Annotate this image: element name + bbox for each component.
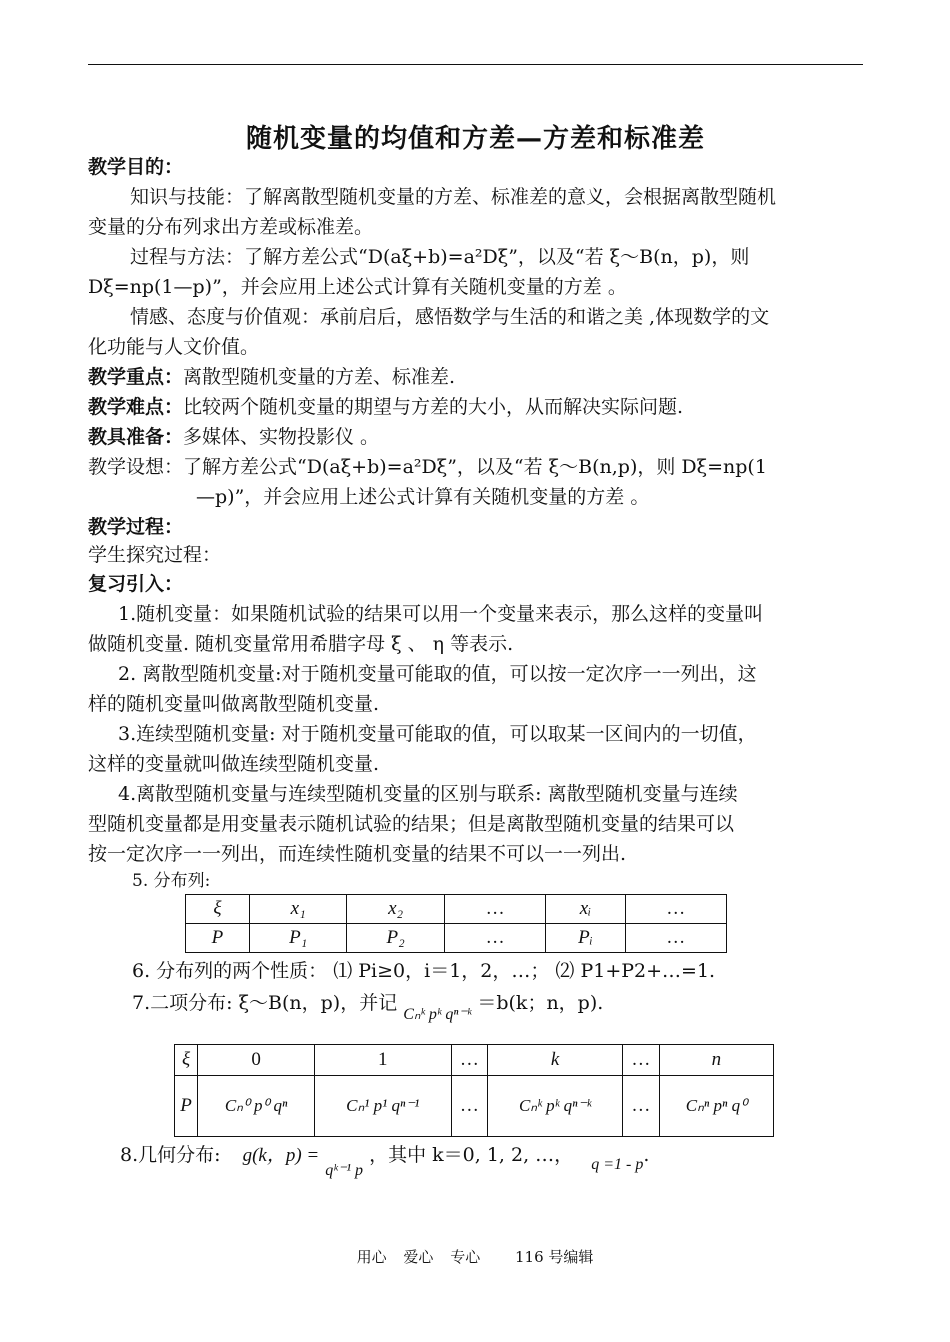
table-cell: Cₙⁿ pⁿ q⁰ [659,1076,773,1137]
footer-edition: 116 号编辑 [514,1248,594,1266]
review-item1-line1: 1.随机变量：如果随机试验的结果可以用一个变量来表示，那么这样的变量叫 [118,603,764,625]
table-cell: n [659,1045,773,1076]
objective-knowledge-line1: 知识与技能：了解离散型随机变量的方差、标准差的意义，会根据离散型随机 [130,186,777,208]
objective-emotion-line1: 情感、态度与价值观：承前启后，感悟数学与生活的和谐之美 ,体现数学的文 [130,306,770,328]
table-cell: … [625,895,726,924]
review-item4-line3: 按一定次序一一列出，而连续性随机变量的结果不可以一一列出. [88,843,627,865]
review-item2-line1: 2. 离散型随机变量:对于随机变量可能取的值，可以按一定次序一一列出，这 [118,663,757,685]
header-rule [88,64,863,65]
key-point-label: 教学重点： [88,366,184,388]
table-cell: xᵢ [546,895,625,924]
difficulty-text: 比较两个随机变量的期望与方差的大小，从而解决实际问题. [183,396,684,418]
tools-label: 教具准备： [88,426,184,448]
table-cell: … [622,1045,659,1076]
review-item8-end: . [643,1144,650,1166]
footer-text-c: 专心 [450,1248,481,1266]
table-cell: Cₙ¹ p¹ qⁿ⁻¹ [315,1076,451,1137]
student-explore: 学生探究过程： [88,544,222,566]
review-item6: 6. 分布列的两个性质： ⑴ Pi≥0，i＝1，2，…； ⑵ P1+P2+…=1. [132,960,716,982]
difficulty [88,392,863,422]
table-cell: … [451,1076,488,1137]
table-cell: Pᵢ [546,924,625,953]
table-cell: P [175,1076,198,1137]
table-cell: ξ [186,895,250,924]
review-item2-line2: 样的随机变量叫做离散型随机变量. [88,693,380,715]
table-cell: P [186,924,250,953]
review-item5: 5. 分布列: [132,871,211,891]
binomial-table [174,1044,774,1137]
review-item7-formula: Cₙᵏ pᵏ qⁿ⁻ᵏ [403,1006,472,1023]
footer-text-b: 爱心 [403,1248,434,1266]
table-cell: Cₙ⁰ p⁰ qⁿ [198,1076,315,1137]
table-cell: ξ [175,1045,198,1076]
objective-emotion-line2: 化功能与人文价值。 [88,336,260,358]
table-cell: 0 [198,1045,315,1076]
table-cell: … [444,895,545,924]
table-cell: P₂ [347,924,444,953]
tools-text: 多媒体、实物投影仪 。 [183,426,380,448]
footer-text-a: 用心 [356,1248,387,1266]
review-item8-numerator: qᵏ⁻¹ p [325,1162,364,1179]
objective-knowledge-line2: 变量的分布列求出方差或标准差。 [88,216,374,238]
table-cell: P₁ [249,924,346,953]
review-item8-formula: g(k，p) = [242,1145,320,1166]
difficulty-label: 教学难点： [88,396,184,418]
table-cell: … [625,924,726,953]
review-heading: 复习引入： [88,573,184,595]
table-cell: … [444,924,545,953]
distribution-table [185,894,727,953]
binomial-table-row-p [175,1076,774,1137]
objective-process-line2: Dξ=np(1—p)”，并会应用上述公式计算有关随机变量的方差 。 [88,276,627,298]
page-title: 随机变量的均值和方差—方差和标准差 [245,124,705,154]
table-cell: k [488,1045,623,1076]
tools [88,422,863,452]
review-item7-prefix: 7.二项分布: ξ～B(n，p)，并记 [132,992,398,1014]
review-item1-line2: 做随机变量. 随机变量常用希腊字母 ξ 、 η 等表示. [88,633,514,655]
review-item8 [120,1140,863,1179]
review-item3-line1: 3.连续型随机变量: 对于随机变量可能取的值，可以取某一区间内的一切值， [118,723,757,745]
design-line2: —p)”，并会应用上述公式计算有关随机变量的方差 。 [196,486,650,508]
key-point-text: 离散型随机变量的方差、标准差. [183,366,456,388]
review-item8-prefix: 8.几何分布: [120,1144,221,1166]
table-cell: x₁ [249,895,346,924]
review-item7-suffix: ＝b(k；n，p). [477,992,604,1014]
objective-process-line1: 过程与方法：了解方差公式“D(aξ+b)=a²Dξ”，以及“若 ξ～B(n，p)，则 [130,246,750,268]
review-item8-q: q =1 - p [591,1156,644,1173]
page-footer [0,1246,950,1267]
design-line1: 教学设想：了解方差公式“D(aξ+b)=a²Dξ”，以及“若 ξ～B(n,p)，则 Dξ=np(1 [88,456,767,478]
review-item4-line2: 型随机变量都是用变量表示随机试验的结果；但是离散型随机变量的结果可以 [88,813,735,835]
process-heading: 教学过程： [88,516,184,538]
review-item7 [132,988,863,1023]
distribution-table-row-xi [186,895,727,924]
table-cell: … [622,1076,659,1137]
review-item4-line1: 4.离散型随机变量与连续型随机变量的区别与联系: 离散型随机变量与连续 [118,783,738,805]
table-cell: x₂ [347,895,444,924]
table-cell: … [451,1045,488,1076]
table-cell: Cₙᵏ pᵏ qⁿ⁻ᵏ [488,1076,623,1137]
binomial-table-row-xi [175,1045,774,1076]
table-cell: 1 [315,1045,451,1076]
distribution-table-row-p [186,924,727,953]
objectives-heading: 教学目的： [88,156,184,178]
review-item3-line2: 这样的变量就叫做连续型随机变量. [88,753,380,775]
key-point [88,362,863,392]
review-item8-mid: ，其中 k＝0, 1, 2, …， [369,1144,574,1166]
